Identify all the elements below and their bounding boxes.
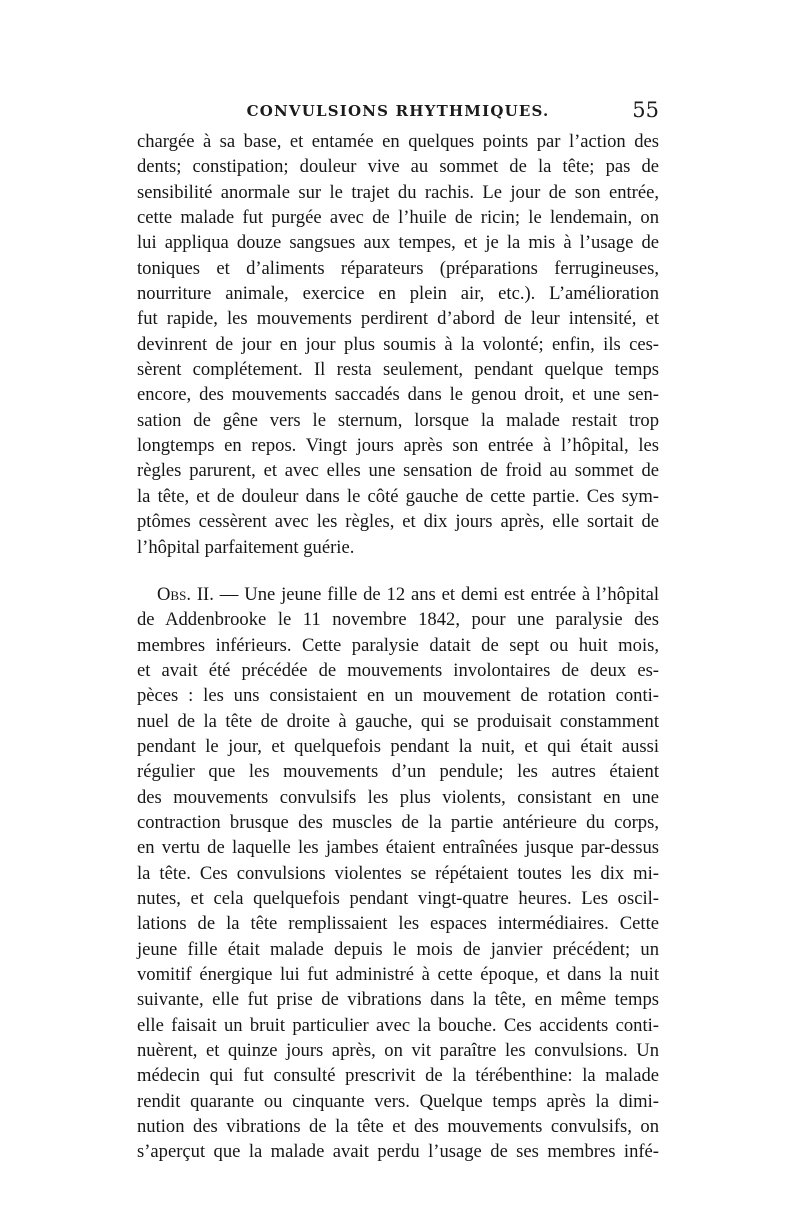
- text-line: nuèrent, et quinze jours après, on vit paraître les convulsions. Un: [137, 1040, 659, 1062]
- text-line: règles parurent, et avec elles une sensation de froid au sommet de: [137, 460, 659, 482]
- text-line: l’hôpital parfaitement guérie.: [137, 536, 355, 558]
- text-line: [137, 582, 659, 607]
- text-line: des mouvements convulsifs les plus violents, consistant en une: [137, 786, 659, 808]
- observation-label: Obs. II.: [157, 583, 214, 605]
- text-line: lations de la tête remplissaient les espaces intermédiaires. Cette: [137, 913, 659, 935]
- text-line: en vertu de laquelle les jambes étaient entraînées jusque par-dessus: [137, 837, 659, 859]
- text-line: fut rapide, les mouvements perdirent d’abord de leur intensité, et: [137, 308, 659, 330]
- text-line: devinrent de jour en jour plus soumis à la volonté; enfin, ils ces-: [137, 333, 659, 355]
- text-line: cette malade fut purgée avec de l’huile de ricin; le lendemain, on: [137, 207, 659, 229]
- text-line: toniques et d’aliments réparateurs (préparations ferrugineuses,: [137, 257, 659, 279]
- text-line: suivante, elle fut prise de vibrations dans la tête, en même temps: [137, 989, 659, 1011]
- text-line: vomitif énergique lui fut administré à cette époque, et dans la nuit: [137, 964, 659, 985]
- text-line: pendant le jour, et quelquefois pendant la nuit, et qui était aussi: [137, 735, 659, 757]
- text-line: chargée à sa base, et entamée en quelques points par l’action des: [137, 131, 659, 152]
- text-line: nuel de la tête de droite à gauche, qui se produisait constamment: [137, 710, 659, 732]
- text-line: la tête. Ces convulsions violentes se répétaient toutes les dix mi-: [137, 862, 659, 884]
- text-line: de Addenbrooke le 11 novembre 1842, pour une paralysie des: [137, 609, 659, 631]
- text-line: elle faisait un bruit particulier avec la bouche. Ces accidents conti-: [137, 1014, 659, 1036]
- text-line: rendit quarante ou cinquante vers. Quelque temps après la dimi-: [137, 1090, 659, 1112]
- text-line: sensibilité anormale sur le trajet du rachis. Le jour de son entrée,: [137, 181, 659, 203]
- text-line: sèrent complétement. Il resta seulement, pendant quelque temps: [137, 359, 659, 381]
- text-line: jeune fille était malade depuis le mois de janvier précédent; un: [137, 938, 659, 960]
- running-title: CONVULSIONS RHYTHMIQUES.: [246, 102, 550, 120]
- text-line: sation de gêne vers le sternum, lorsque la malade restait trop: [137, 409, 659, 431]
- observation-paragraph: [137, 582, 659, 1165]
- text-line: la tête, et de douleur dans le côté gauche de cette partie. Ces sym-: [137, 485, 659, 507]
- text-line: nution des vibrations de la tête et des mouvements convulsifs, on: [137, 1116, 659, 1138]
- text-line: dents; constipation; douleur vive au sommet de la tête; pas de: [137, 156, 659, 178]
- page-header: [137, 100, 659, 126]
- text-line: contraction brusque des muscles de la partie antérieure du corps,: [137, 811, 659, 833]
- text-line: nutes, et cela quelquefois pendant vingt-quatre heures. Les oscil-: [137, 887, 659, 909]
- page-number: 55: [632, 98, 659, 122]
- text-line: encore, des mouvements saccadés dans le genou droit, et une sen-: [137, 384, 659, 406]
- text-line: longtemps en repos. Vingt jours après son entrée à l’hôpital, les: [137, 435, 659, 457]
- text-line: et avait été précédée de mouvements involontaires de deux es-: [137, 659, 659, 681]
- text-line-rest: — Une jeune fille de 12 ans et demi est entrée à l’hôpital: [213, 583, 659, 605]
- text-line: nourriture animale, exercice en plein air, etc.). L’amélioration: [137, 283, 659, 305]
- text-line: régulier que les mouvements d’un pendule; les autres étaient: [137, 761, 659, 783]
- body-text: [137, 129, 659, 1165]
- paragraph-gap: [137, 560, 659, 582]
- text-line: lui appliqua douze sangsues aux tempes, et je la mis à l’usage de: [137, 232, 659, 254]
- text-line: ptômes cessèrent avec les règles, et dix jours après, elle sortait de: [137, 511, 659, 533]
- text-line: pèces : les uns consistaient en un mouvement de rotation conti-: [137, 685, 659, 707]
- text-line: médecin qui fut consulté prescrivit de la térébenthine: la malade: [137, 1065, 659, 1087]
- text-line: membres inférieurs. Cette paralysie datait de sept ou huit mois,: [137, 634, 659, 656]
- text-line: s’aperçut que la malade avait perdu l’usage de ses membres infé-: [137, 1141, 659, 1163]
- paragraph-continuation: [137, 129, 659, 560]
